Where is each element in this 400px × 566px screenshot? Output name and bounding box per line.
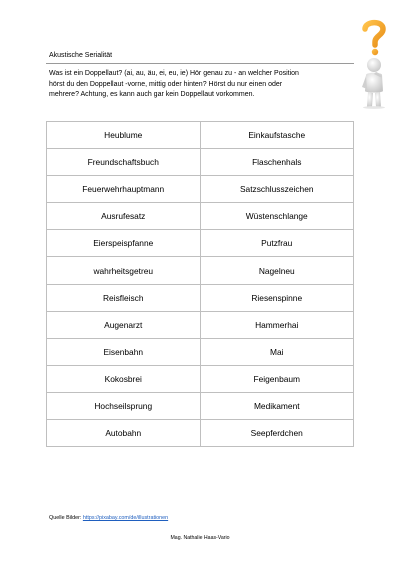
table-row: [47, 365, 354, 392]
table-row: [47, 149, 354, 176]
word-cell: Wüstenschlange: [200, 203, 354, 230]
table-row: [47, 338, 354, 365]
header-divider: [46, 63, 354, 64]
instruction-line: hörst du den Doppellaut -vorne, mittig oder hinten? Hörst du nur einen oder: [49, 80, 283, 88]
table-row: [47, 176, 354, 203]
word-cell: Nagelneu: [200, 257, 354, 284]
word-cell: Satzschlusszeichen: [200, 176, 354, 203]
instructions: [49, 69, 349, 101]
thinking-person-question-mark-icon: [356, 17, 392, 109]
table-row: [47, 122, 354, 149]
question-mark-icon: [365, 23, 383, 45]
word-cell: Flaschenhals: [200, 149, 354, 176]
word-cell: Freundschaftsbuch: [47, 149, 201, 176]
word-cell: Eierspeispfanne: [47, 230, 201, 257]
word-cell: Hammerhai: [200, 311, 354, 338]
word-cell: Autobahn: [47, 420, 201, 447]
table-row: [47, 257, 354, 284]
table-row: [47, 311, 354, 338]
word-cell: Putzfrau: [200, 230, 354, 257]
word-cell: Hochseilsprung: [47, 392, 201, 419]
word-cell: Ausrufesatz: [47, 203, 201, 230]
instruction-line: Was ist ein Doppellaut? (ai, au, äu, ei, eu, ie) Hör genau zu - an welcher Position: [49, 70, 299, 77]
image-source: [49, 515, 168, 522]
word-cell: Einkaufstasche: [200, 122, 354, 149]
table-row: [47, 284, 354, 311]
word-cell: Eisenbahn: [47, 338, 201, 365]
word-cell: Medikament: [200, 392, 354, 419]
author-footer: Mag. Nathalie Haas-Vario: [170, 535, 230, 541]
source-label: Quelle Bilder:: [49, 515, 83, 521]
instruction-line: mehrere? Achtung, es kann auch gar kein Doppellaut vorkommen.: [49, 91, 255, 99]
page-title: Akustische Serialität: [49, 52, 113, 59]
word-cell: Augenarzt: [47, 311, 201, 338]
table-row: [47, 203, 354, 230]
word-cell: wahrheitsgetreu: [47, 257, 201, 284]
word-cell: Heublume: [47, 122, 201, 149]
word-cell: Seepferdchen: [200, 420, 354, 447]
word-cell: Feigenbaum: [200, 365, 354, 392]
table-row: [47, 420, 354, 447]
source-link[interactable]: https://pixabay.com/de/illustrationen: [82, 515, 169, 521]
word-cell: Reisfleisch: [47, 284, 201, 311]
word-cell: Feuerwehrhauptmann: [47, 176, 201, 203]
word-cell: Kokosbrei: [47, 365, 201, 392]
word-cell: Riesenspinne: [200, 284, 354, 311]
table-row: [47, 230, 354, 257]
word-cell: Mai: [200, 338, 354, 365]
table-row: [47, 392, 354, 419]
word-table: [46, 121, 354, 447]
